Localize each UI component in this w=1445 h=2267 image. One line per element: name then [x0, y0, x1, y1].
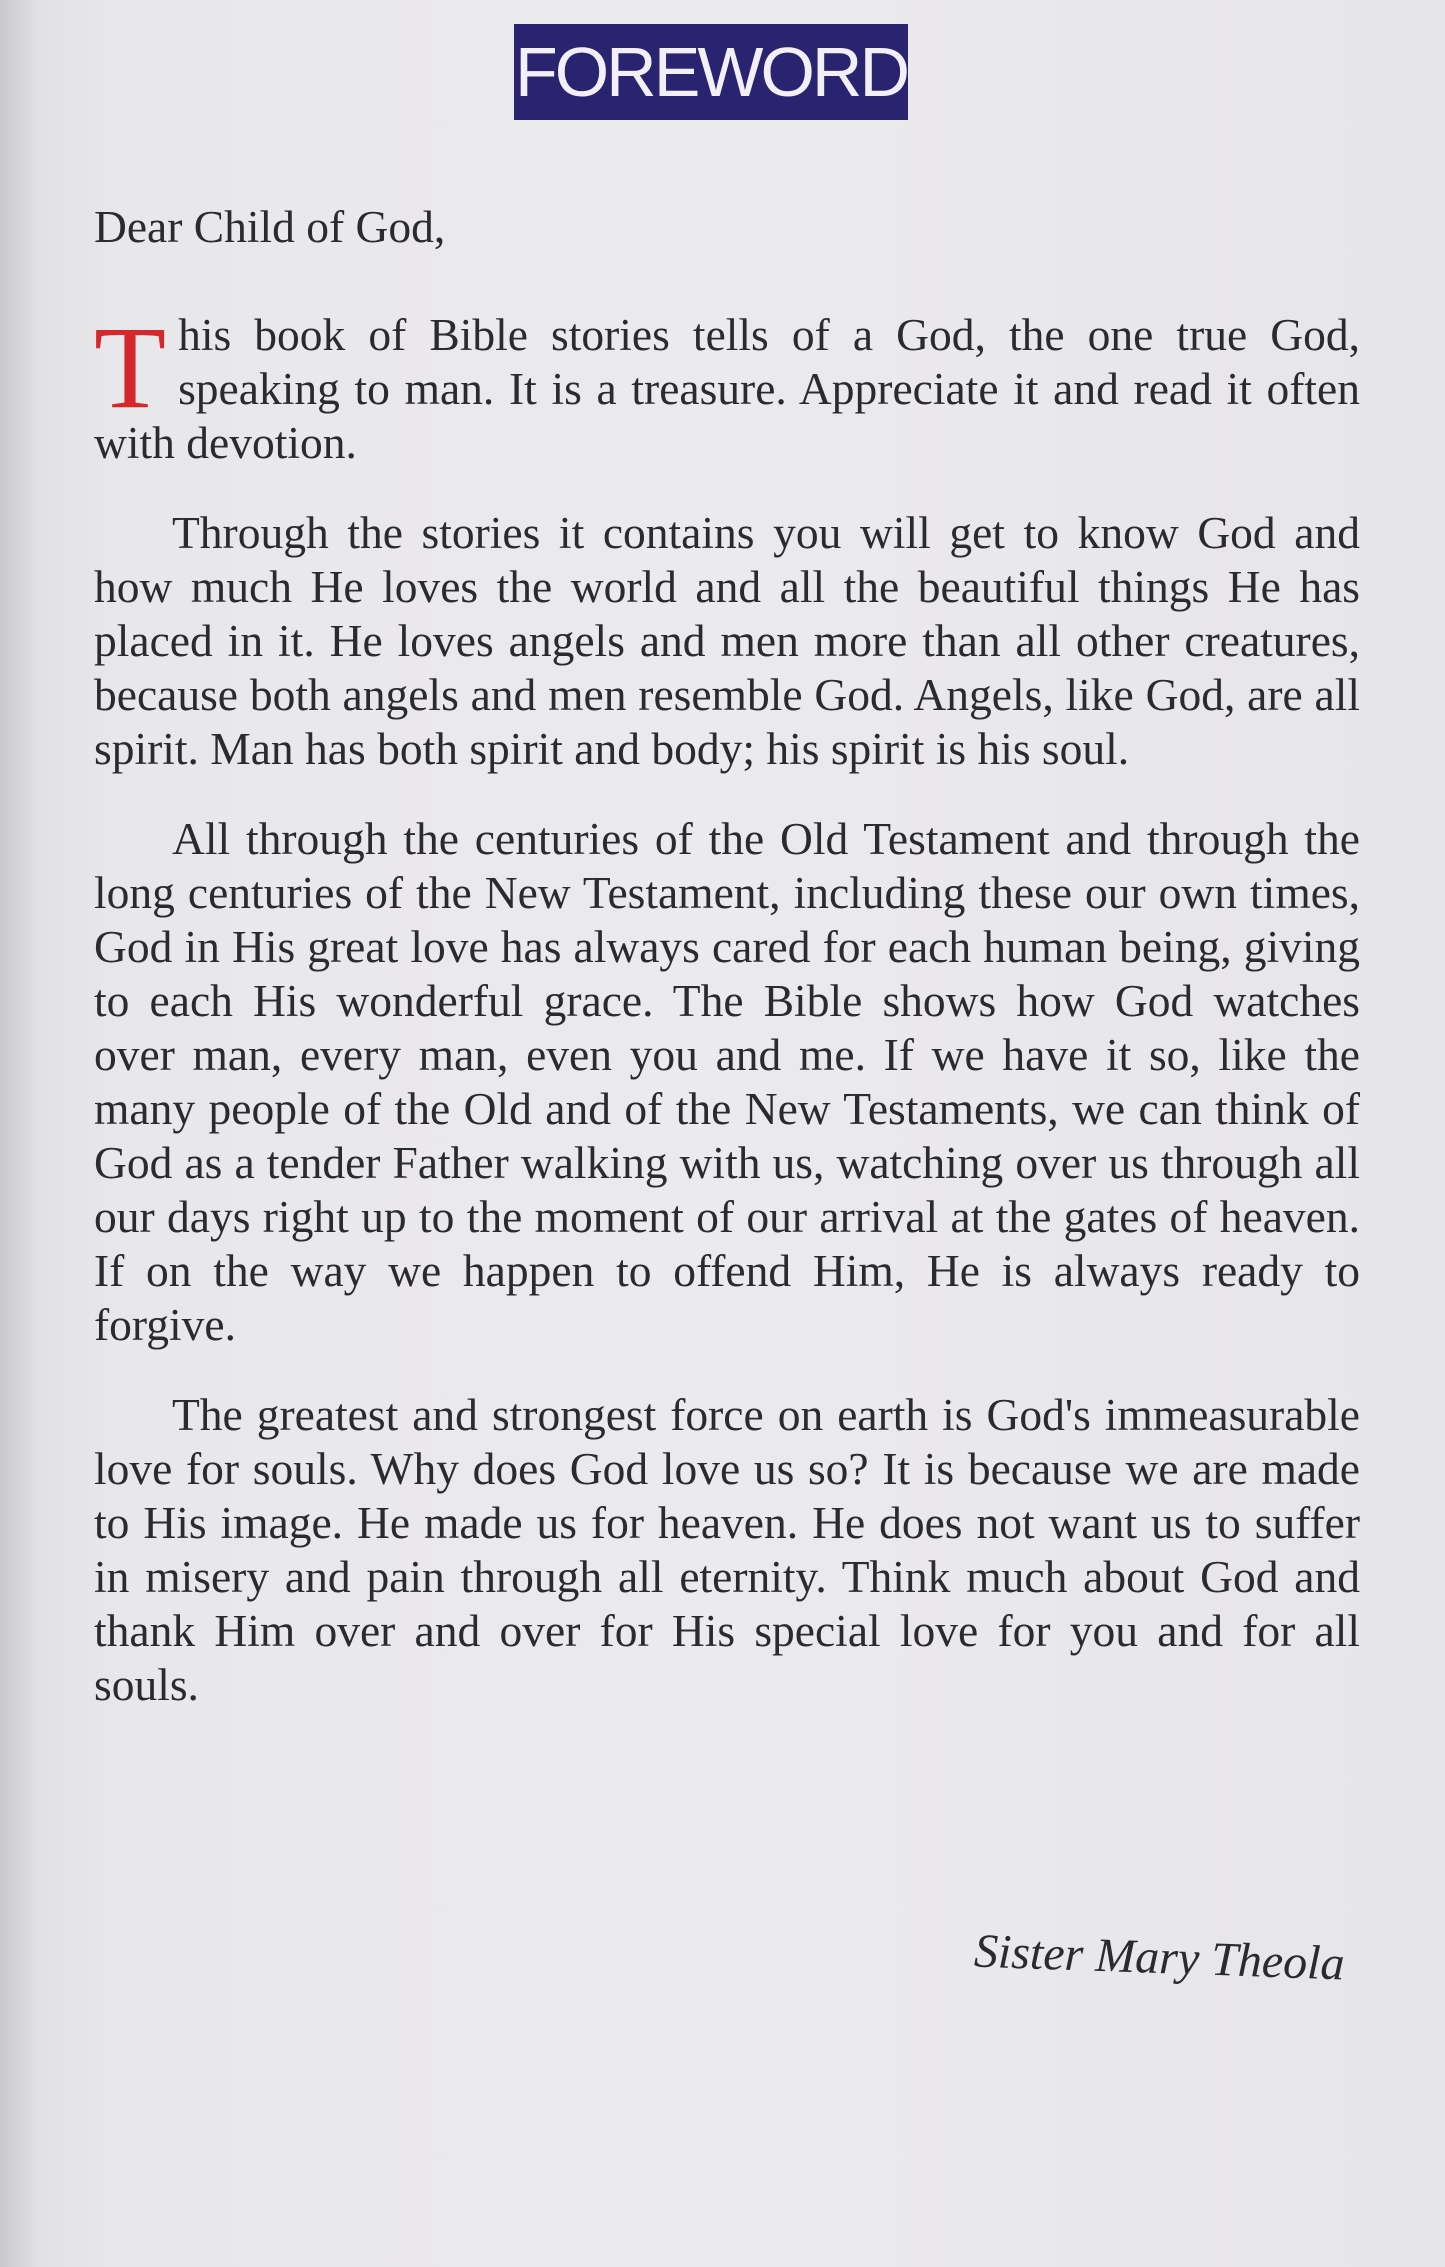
signature: Sister Mary Theola — [973, 1924, 1346, 1991]
foreword-heading-box — [514, 24, 908, 120]
drop-cap-letter: T — [94, 302, 167, 433]
salutation: Dear Child of God, — [94, 201, 446, 252]
paragraph-4: The greatest and strongest force on earth is God's immeasurable love for souls. Why does God love us so? It is because we are made to His image. He made us for heaven. He does not want us to suffer in misery and pain through all eternity. Think much about God and thank Him over and over for His special love for you and for all souls. — [94, 1389, 1360, 1710]
paragraph-2: Through the stories it contains you will get to know God and how much He loves the world and all the beautiful things He has placed in it. He loves angels and men more than all other creatures, because both angels and men resemble God. Angels, like God, are all spirit. Man has both spirit and body; his spirit is his soul. — [94, 507, 1360, 774]
paragraph-1 — [94, 302, 1360, 470]
paragraph-3: All through the centuries of the Old Testament and through the long centuries of the New Testament, including these our own times, God in His great love has always cared for each human being, giving to each His wonderful grace. The Bible shows how God watches over man, every man, even you and me. If we have it so, like the many people of the Old and of the New Testaments, we can think of God as a tender Father walking with us, watching over us through all our days right up to the moment of our arrival at the gates of heaven. If on the way we happen to offend Him, He is always ready to forgive. — [94, 813, 1360, 1350]
foreword-body — [94, 200, 1360, 1748]
paragraph-1-text: his book of Bible stories tells of a God, the one true God, speaking to man. It is a treasure. Appreciate it and read it often with devotion. — [94, 309, 1360, 468]
foreword-heading: FOREWORD — [514, 33, 908, 111]
